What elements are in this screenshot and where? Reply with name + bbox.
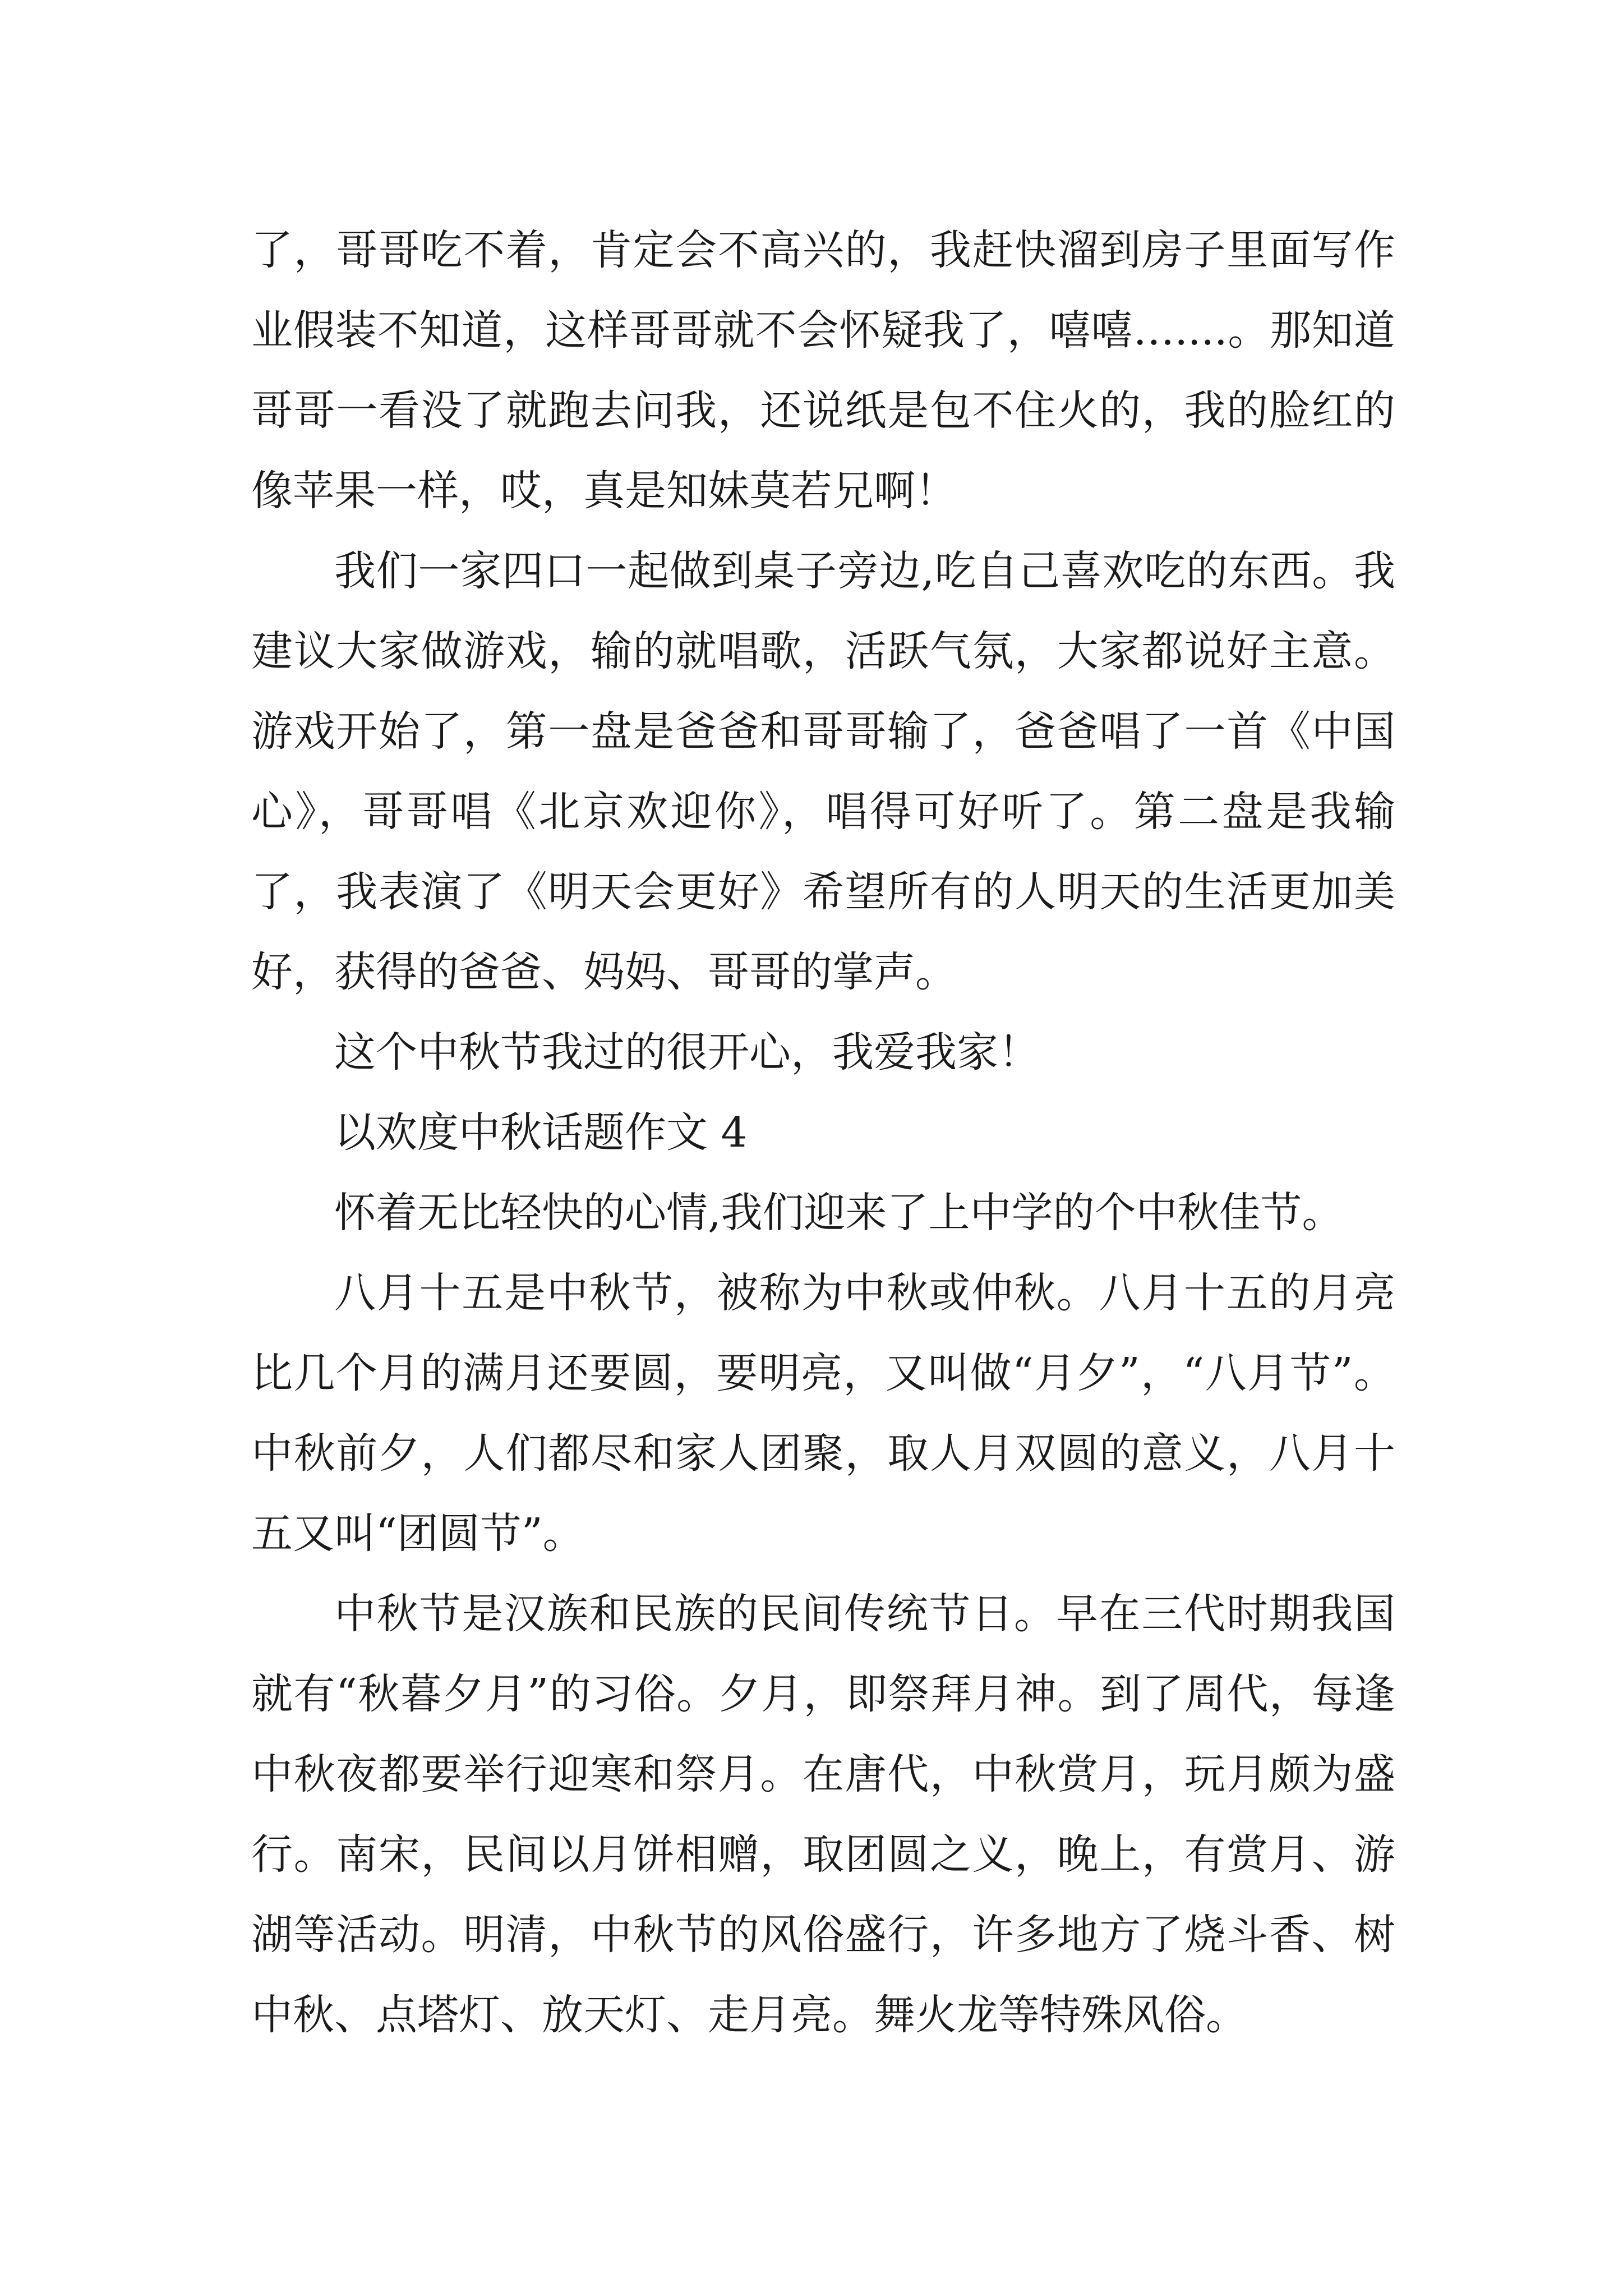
paragraph-mid-autumn-definition: 八月十五是中秋节，被称为中秋或仲秋。八月十五的月亮比几个月的满月还要圆，要明亮，又叫做“月夕”，“八月节”。中秋前夕，人们都尽和家人团聚，取人月双圆的意义，八月十五又叫“团圆节”。 [251, 1269, 1395, 1558]
document-body [251, 210, 1395, 2055]
paragraph-intro: 怀着无比轻快的心情,我们迎来了上中学的个中秋佳节。 [334, 1189, 1344, 1237]
paragraph-closing: 这个中秋节我过的很开心，我爱我家！ [334, 1028, 1040, 1076]
paragraph-mid-autumn-history: 中秋节是汉族和民族的民间传统节日。早在三代时期我国就有“秋暮夕月”的习俗。夕月，即祭拜月神。到了周代，每逢中秋夜都要举行迎寒和祭月。在唐代，中秋赏月，玩月颇为盛行。南宋，民间以月饼相赠，取团圆之义，晚上，有赏月、游湖等活动。明清，中秋节的风俗盛行，许多地方了烧斗香、树中秋、点塔灯、放天灯、走月亮。舞火龙等特殊风俗。 [251, 1590, 1395, 2039]
paragraph-continuation: 了，哥哥吃不着，肯定会不高兴的，我赶快溜到房子里面写作业假装不知道，这样哥哥就不会怀疑我了，嘻嘻…....。那知道哥哥一看没了就跑去问我，还说纸是包不住火的，我的脸红的像苹果一样，哎，真是知妹莫若兄啊！ [251, 226, 1395, 515]
paragraph-family-games: 我们一家四口一起做到桌子旁边,吃自己喜欢吃的东西。我建议大家做游戏，输的就唱歌，活跃气氛，大家都说好主意。游戏开始了，第一盘是爸爸和哥哥输了，爸爸唱了一首《中国心》，哥哥唱《北京欢迎你》，唱得可好听了。第二盘是我输了，我表演了《明天会更好》希望所有的人明天的生活更加美好，获得的爸爸、妈妈、哥哥的掌声。 [251, 547, 1395, 996]
essay-heading: 以欢度中秋话题作文 4 [334, 1108, 748, 1157]
